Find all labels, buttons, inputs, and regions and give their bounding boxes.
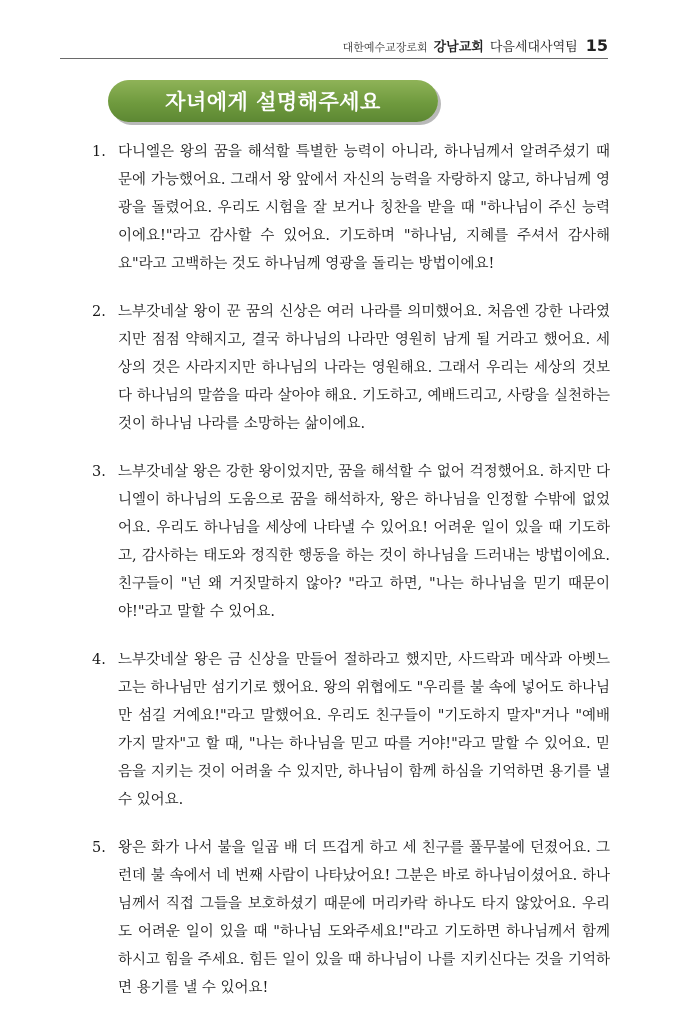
header-org: 대한예수교장로회: [342, 41, 428, 54]
list-item: [92, 834, 610, 1002]
list-item: [92, 646, 610, 814]
list-item: [92, 298, 610, 438]
list-item: [92, 138, 610, 278]
header-divider: [60, 58, 608, 59]
header-church: 강남교회: [433, 40, 484, 55]
item-text: 왕은 화가 나서 불을 일곱 배 더 뜨겁게 하고 세 친구를 풀무불에 던졌어요. 그런데 불 속에서 네 번째 사람이 나타났어요! 그분은 바로 하나님이셨어요. 하나님께서 직접 그들을 보호하셨기 때문에 머리카락 하나도 타지 않았어요. 우리도 어려운 일이 있을 때 "하나님 도와주세요!"라고 기도하면 하나님께서 함께하시고 힘을 주세요. 힘든 일이 있을 때 하나님이 나를 지키신다는 것을 기억하면 용기를 낼 수 있어요!: [118, 840, 610, 996]
list-item: [92, 458, 610, 626]
item-number: 1.: [92, 144, 106, 160]
section-title-banner: [108, 80, 438, 122]
item-text: 느부갓네살 왕이 꾼 꿈의 신상은 여러 나라를 의미했어요. 처음엔 강한 나라였지만 점점 약해지고, 결국 하나님의 나라만 영원히 남게 될 거라고 했어요. 세상의 것은 사라지지만 하나님의 나라는 영원해요. 그래서 우리는 세상의 것보다 하나님의 말씀을 따라 살아야 해요. 기도하고, 예배드리고, 사랑을 실천하는 것이 하나님 나라를 소망하는 삶이에요.: [118, 304, 610, 432]
page-header: [343, 36, 608, 55]
explanation-list: [92, 138, 610, 1022]
item-text: 다니엘은 왕의 꿈을 해석할 특별한 능력이 아니라, 하나님께서 알려주셨기 때문에 가능했어요. 그래서 왕 앞에서 자신의 능력을 자랑하지 않고, 하나님께 영광을 돌렸어요. 우리도 시험을 잘 보거나 칭찬을 받을 때 "하나님이 주신 능력이에요!"라고 감사할 수 있어요. 기도하며 "하나님, 지혜를 주셔서 감사해요"라고 고백하는 것도 하나님께 영광을 돌리는 방법이에요!: [118, 144, 610, 272]
header-team: 다음세대사역팀: [489, 40, 578, 55]
item-number: 2.: [92, 304, 106, 320]
item-number: 3.: [92, 464, 106, 480]
item-number: 5.: [92, 840, 106, 856]
section-title: 자녀에게 설명해주세요: [165, 90, 381, 114]
item-text: 느부갓네살 왕은 금 신상을 만들어 절하라고 했지만, 사드락과 메삭과 아벳느고는 하나님만 섬기기로 했어요. 왕의 위협에도 "우리를 불 속에 넣어도 하나님만 섬길 거예요!"라고 말했어요. 우리도 친구들이 "기도하지 말자"거나 "예배 가지 말자"고 할 때, "나는 하나님을 믿고 따를 거야!"라고 말할 수 있어요. 믿음을 지키는 것이 어려울 수 있지만, 하나님이 함께 하심을 기억하면 용기를 낼 수 있어요.: [118, 652, 610, 808]
item-text: 느부갓네살 왕은 강한 왕이었지만, 꿈을 해석할 수 없어 걱정했어요. 하지만 다니엘이 하나님의 도움으로 꿈을 해석하자, 왕은 하나님을 인정할 수밖에 없었어요. 우리도 하나님을 세상에 나타낼 수 있어요! 어려운 일이 있을 때 기도하고, 감사하는 태도와 정직한 행동을 하는 것이 하나님을 드러내는 방법이에요. 친구들이 "넌 왜 거짓말하지 않아? "라고 하면, "나는 하나님을 믿기 때문이야!"라고 말할 수 있어요.: [118, 464, 610, 620]
page-number: 15: [585, 36, 608, 55]
item-number: 4.: [92, 652, 106, 668]
